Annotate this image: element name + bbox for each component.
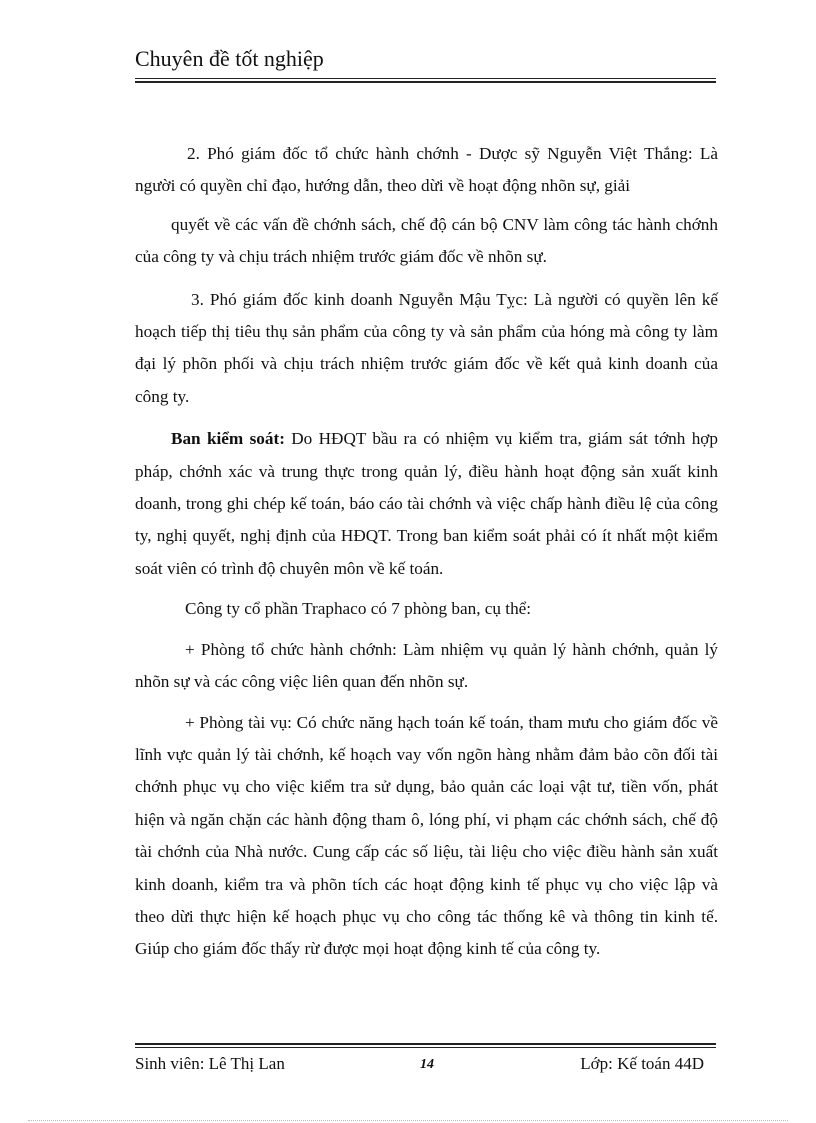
paragraph-finance-department: + Phòng tài vụ: Có chức năng hạch toán kế toán, tham mưu cho giám đốc về lĩnh vực quản lý tài chớnh, kế hoạch vay vốn ngõn hàng nhằm đảm bảo cõn đối tài chớnh phục vụ cho việc kiểm tra sử dụng, bảo quản các loại vật tư, tiền vốn, phát hiện và ngăn chặn các hành động tham ô, lóng phí, vi phạm các chớnh sách, chế độ tài chớnh của Nhà nước. Cung cấp các số liệu, tài liệu cho việc điều hành sản xuất kinh doanh, kiểm tra và phõn tích các hoạt động kinh tế phục vụ cho việc lập và theo dừi thực hiện kế hoạch phục vụ cho công tác thống kê và thông tin kinh tế. Giúp cho giám đốc thấy rừ được mọi hoạt động kinh tế của công ty. (135, 712, 718, 959)
paragraph-vice-director-admin: 2. Phó giám đốc tổ chức hành chớnh - Dược sỹ Nguyễn Việt Thắng: Là người có quyền chỉ đạo, hướng dẫn, theo dừi về hoạt động nhõn sự, giải (135, 144, 718, 196)
paragraph-vice-director-admin-cont: quyết về các vấn đề chớnh sách, chế độ cán bộ CNV làm công tác hành chớnh của công ty và chịu trách nhiệm trước giám đốc về nhõn sự. (135, 214, 718, 267)
document-body (135, 138, 718, 966)
footer-rule-top (135, 1043, 716, 1045)
page-title: Chuyên đề tốt nghiệp (135, 46, 324, 71)
paragraph-vice-director-business: 3. Phó giám đốc kinh doanh Nguyễn Mậu Tỵc: Là người có quyền lên kế hoạch tiếp thị tiêu thụ sản phẩm của công ty và sản phẩm của hóng mà công ty làm đại lý phõn phối và chịu trách nhiệm trước giám đốc về kết quả kinh doanh của công ty. (135, 289, 718, 406)
page-edge-divider (28, 1120, 788, 1121)
footer-rule-bottom (135, 1047, 716, 1048)
supervisory-board-heading: Ban kiểm soát: (171, 429, 285, 449)
footer-class: Lớp: Kế toán 44D (580, 1054, 704, 1073)
paragraph-admin-department: + Phòng tổ chức hành chớnh: Làm nhiệm vụ quản lý hành chớnh, quản lý nhõn sự và các công việc liên quan đến nhõn sự. (135, 639, 718, 692)
page-number: 14 (420, 1057, 434, 1072)
header-rule-bottom (135, 81, 716, 83)
paragraph-departments-intro: Công ty cổ phần Traphaco có 7 phòng ban, cụ thể: (185, 599, 532, 619)
paragraph-supervisory-board (135, 423, 718, 585)
supervisory-board-text: Do HĐQT bầu ra có nhiệm vụ kiểm tra, giám sát tớnh hợp pháp, chớnh xác và trung thực trong quản lý, điều hành hoạt động sản xuất kinh doanh, trong ghi chép kế toán, báo cáo tài chớnh và việc chấp hành điều lệ của công ty, nghị quyết, nghị định của HĐQT. Trong ban kiểm soát phải có ít nhất một kiểm soát viên có trình độ chuyên môn về kế toán. (135, 429, 718, 578)
header-rule-top (135, 78, 716, 79)
footer-student: Sinh viên: Lê Thị Lan (135, 1054, 285, 1073)
